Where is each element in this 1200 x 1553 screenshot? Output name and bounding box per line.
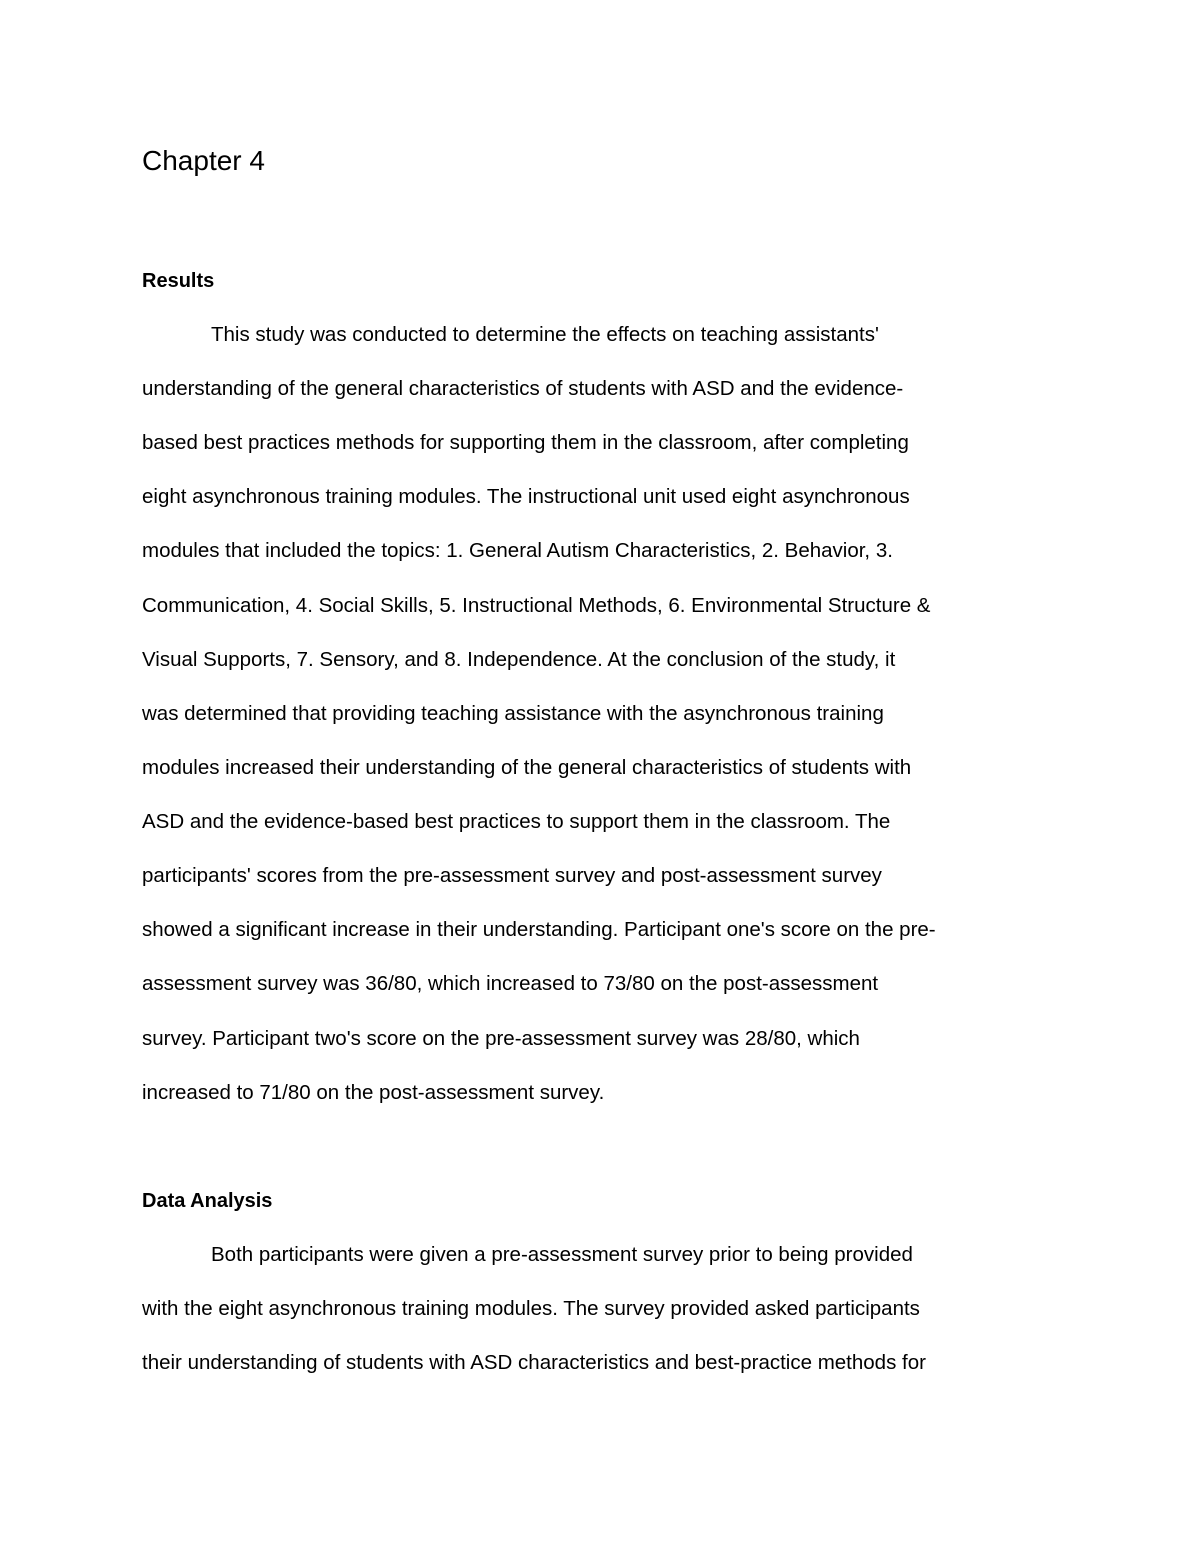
results-line: survey. Participant two's score on the pre-assessment survey was 28/80, which <box>142 1027 860 1050</box>
results-line: participants' scores from the pre-assessment survey and post-assessment survey <box>142 864 882 887</box>
results-line: was determined that providing teaching assistance with the asynchronous training <box>142 702 884 725</box>
results-line: based best practices methods for supporting them in the classroom, after completing <box>142 431 909 454</box>
results-line: assessment survey was 36/80, which increased to 73/80 on the post-assessment <box>142 972 879 995</box>
results-line: modules increased their understanding of the general characteristics of students with <box>142 756 912 779</box>
results-line: increased to 71/80 on the post-assessment survey. <box>142 1081 605 1104</box>
results-line: Communication, 4. Social Skills, 5. Instructional Methods, 6. Environmental Structure & <box>142 594 931 617</box>
results-heading: Results <box>142 270 215 292</box>
results-line: ASD and the evidence-based best practices to support them in the classroom. The <box>142 810 891 833</box>
data-analysis-line: with the eight asynchronous training modules. The survey provided asked participants <box>142 1297 920 1320</box>
results-line: Visual Supports, 7. Sensory, and 8. Independence. At the conclusion of the study, it <box>142 648 896 671</box>
chapter-title: Chapter 4 <box>142 145 265 176</box>
data-analysis-line: their understanding of students with ASD characteristics and best-practice methods for <box>142 1351 926 1374</box>
results-line: This study was conducted to determine the effects on teaching assistants' <box>211 323 879 346</box>
results-line: showed a significant increase in their understanding. Participant one's score on the pre- <box>142 918 936 941</box>
results-line: eight asynchronous training modules. The instructional unit used eight asynchronous <box>142 485 910 508</box>
data-analysis-line: Both participants were given a pre-assessment survey prior to being provided <box>211 1243 913 1266</box>
data-analysis-heading: Data Analysis <box>142 1190 273 1212</box>
results-line: understanding of the general characteristics of students with ASD and the evidence- <box>142 377 904 400</box>
results-line: modules that included the topics: 1. General Autism Characteristics, 2. Behavior, 3. <box>142 539 893 562</box>
